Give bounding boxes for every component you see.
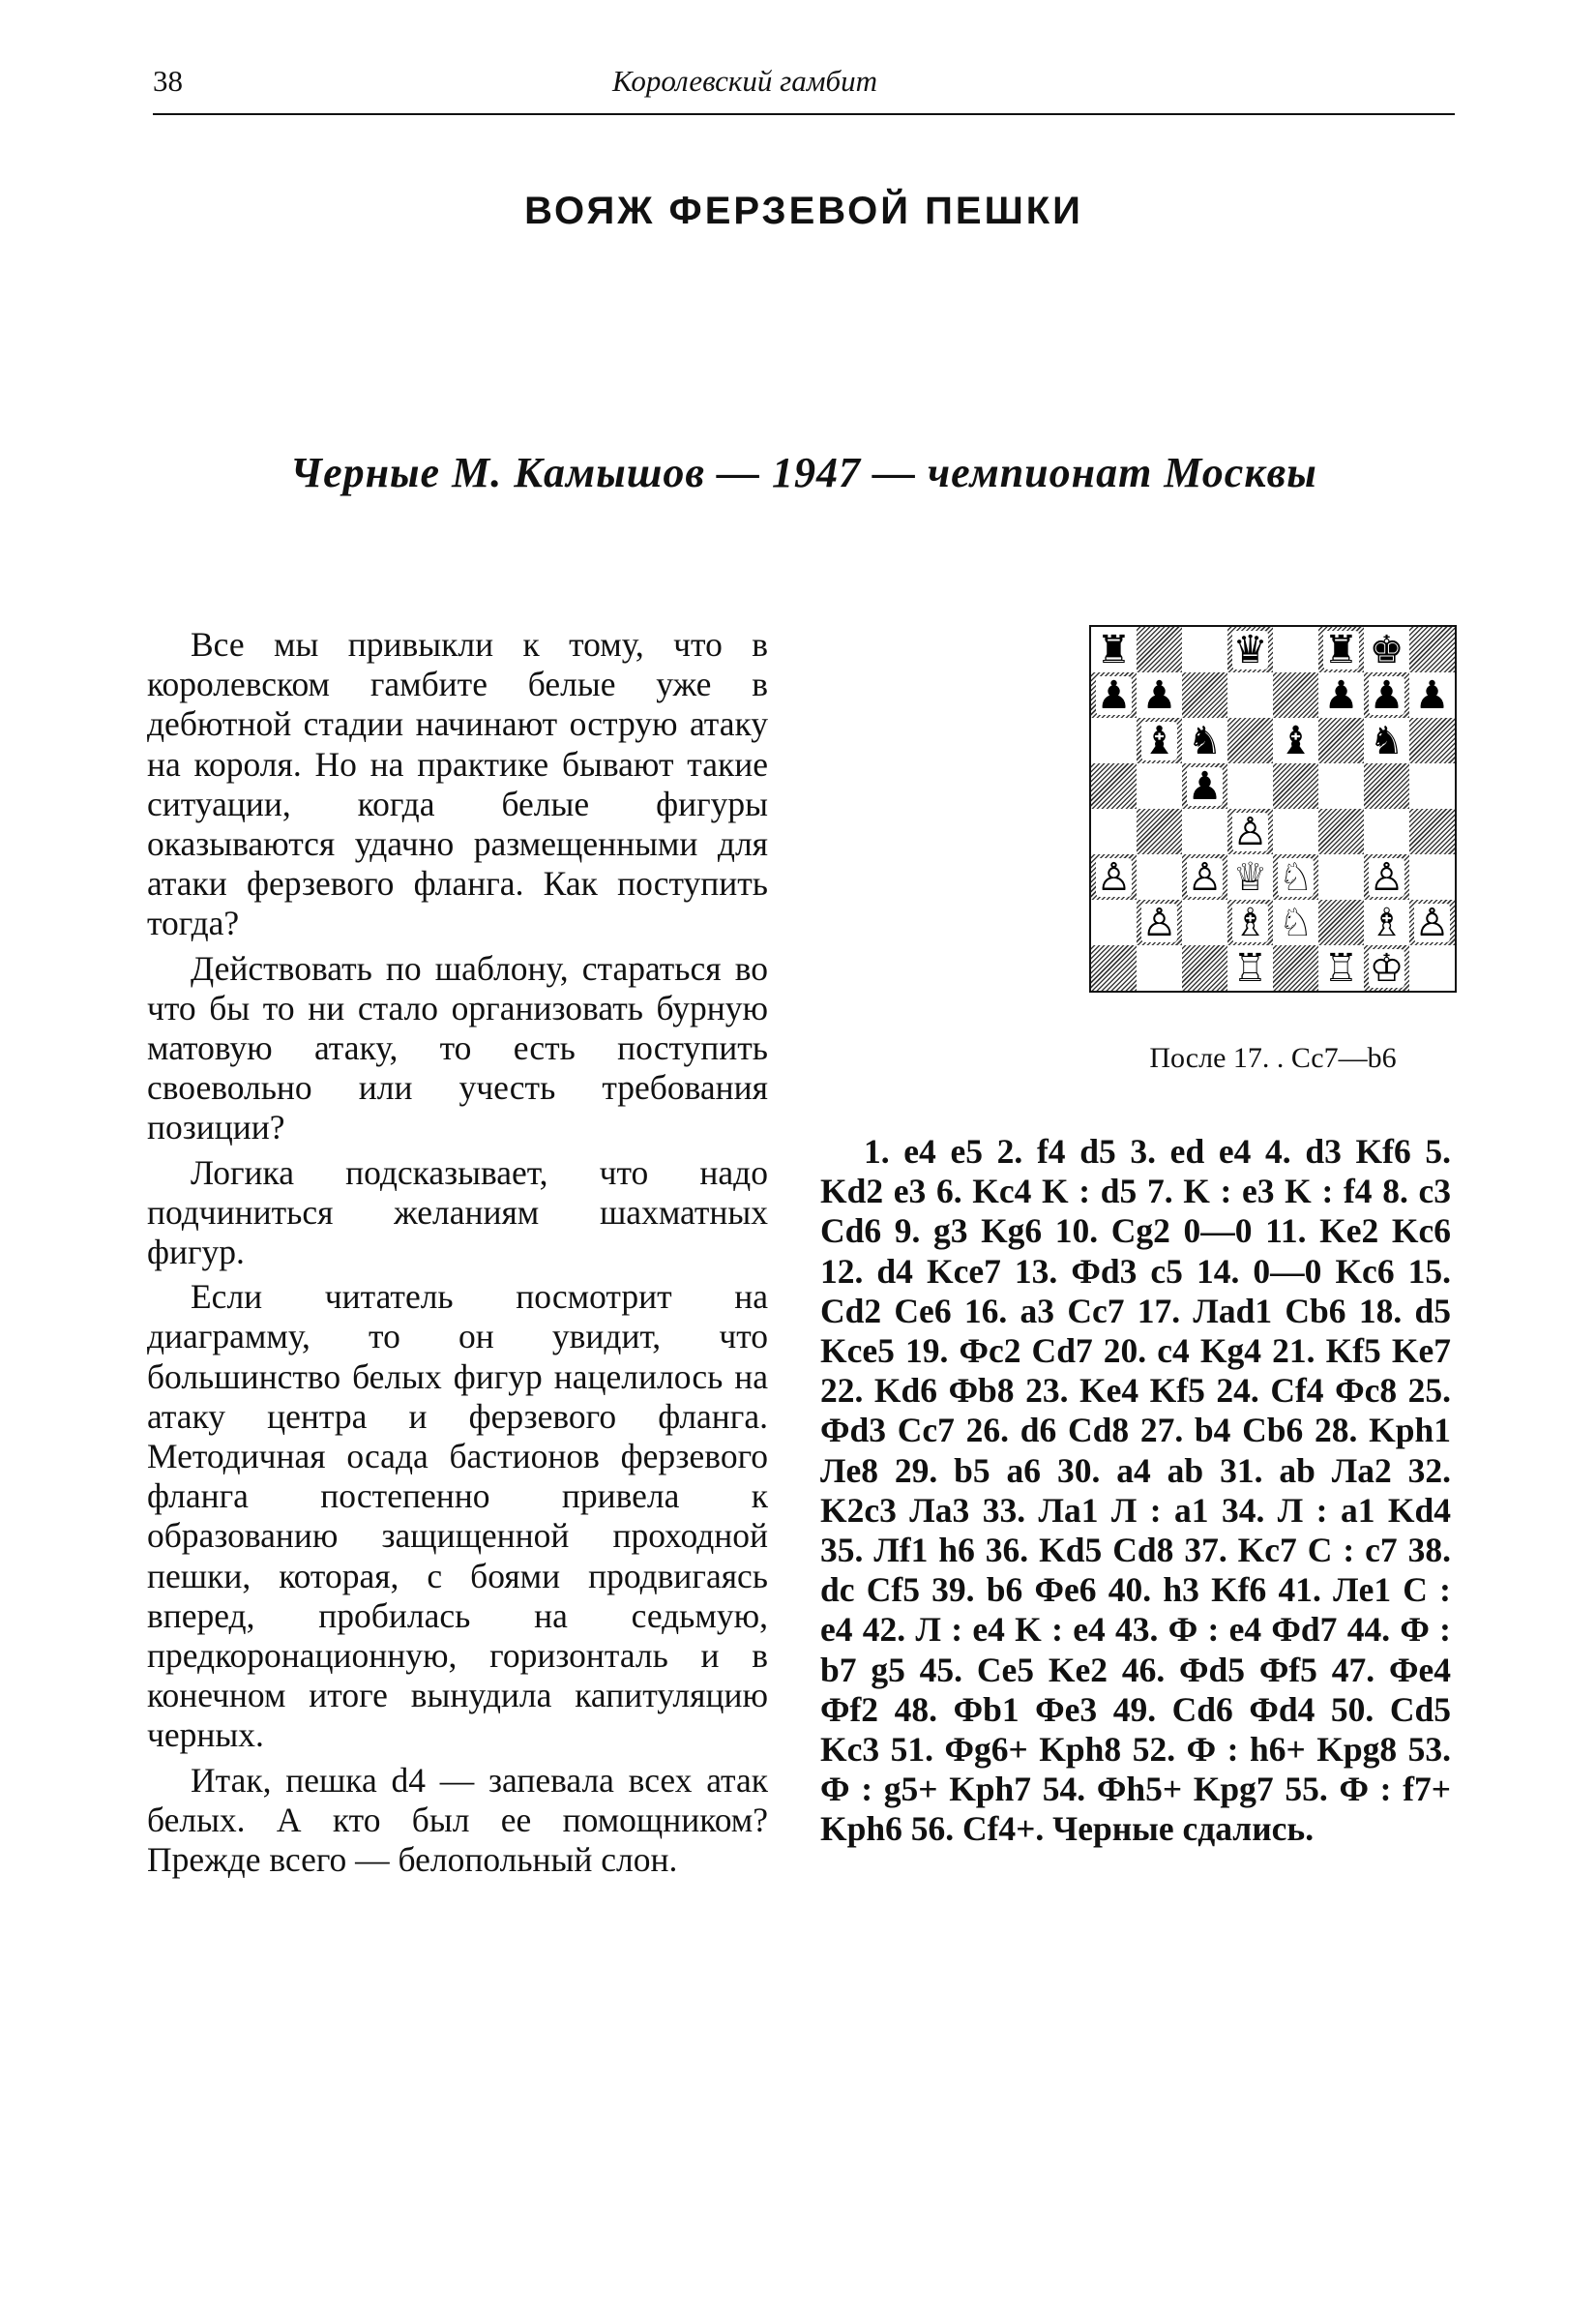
- board-square: [1137, 672, 1182, 718]
- board-square: [1227, 854, 1273, 900]
- page-number: 38: [153, 64, 183, 98]
- king-white-icon: ♔: [1369, 945, 1404, 991]
- pawn-white-icon: ♙: [1414, 900, 1450, 945]
- board-square: [1137, 945, 1182, 991]
- rook-black-icon: ♜: [1323, 627, 1359, 672]
- board-square: [1091, 900, 1137, 945]
- board-square: [1227, 900, 1273, 945]
- board-square: [1318, 900, 1364, 945]
- board-square: [1318, 809, 1364, 854]
- bishop-white-icon: ♗: [1232, 900, 1268, 945]
- board-square: [1273, 809, 1318, 854]
- pawn-black-icon: ♟: [1323, 672, 1359, 718]
- board-square: [1364, 672, 1409, 718]
- paragraph: Если читатель посмотрит на диаграмму, то он увидит, что большинство белых фигур нацелилось на атаку центра и ферзевого фланга. Методичная осада бастионов ферзевого фланга постепенно привела к образованию защищенной проходной пешки, которая, с боями продвигаясь вперед, пробилась на седьмую, предкоронационную, горизонталь и в конечном итоге вынудила капитуляцию черных.: [147, 1277, 768, 1755]
- bishop-white-icon: ♗: [1369, 900, 1404, 945]
- board-square: [1227, 718, 1273, 763]
- pawn-black-icon: ♟: [1187, 763, 1223, 809]
- board-square: [1091, 854, 1137, 900]
- chapter-title: ВОЯЖ ФЕРЗЕВОЙ ПЕШКИ: [524, 190, 1083, 232]
- board-square: [1409, 809, 1455, 854]
- rook-white-icon: ♖: [1232, 945, 1268, 991]
- bishop-black-icon: ♝: [1141, 718, 1177, 763]
- board-square: [1091, 718, 1137, 763]
- board-square: [1409, 945, 1455, 991]
- board-square: [1364, 854, 1409, 900]
- pawn-black-icon: ♟: [1369, 672, 1404, 718]
- board-square: [1409, 672, 1455, 718]
- queen-white-icon: ♕: [1232, 854, 1268, 900]
- game-header: Черные М. Камышов — 1947 — чемпионат Москвы: [290, 449, 1317, 496]
- board-square: [1364, 900, 1409, 945]
- board-square: [1091, 809, 1137, 854]
- board-square: [1182, 718, 1227, 763]
- knight-white-icon: ♘: [1278, 854, 1314, 900]
- board-square: [1364, 763, 1409, 809]
- board-square: [1318, 672, 1364, 718]
- rook-black-icon: ♜: [1096, 627, 1132, 672]
- board-square: [1227, 672, 1273, 718]
- board-square: [1273, 900, 1318, 945]
- board-square: [1227, 809, 1273, 854]
- knight-white-icon: ♘: [1278, 900, 1314, 945]
- board-square: [1227, 945, 1273, 991]
- board-square: [1273, 945, 1318, 991]
- pawn-black-icon: ♟: [1414, 672, 1450, 718]
- pawn-white-icon: ♙: [1232, 809, 1268, 854]
- board-square: [1137, 809, 1182, 854]
- pawn-white-icon: ♙: [1369, 854, 1404, 900]
- board-square: [1273, 718, 1318, 763]
- rook-white-icon: ♖: [1323, 945, 1359, 991]
- board-square: [1409, 718, 1455, 763]
- bishop-black-icon: ♝: [1278, 718, 1314, 763]
- pawn-black-icon: ♟: [1141, 672, 1177, 718]
- board-square: [1409, 627, 1455, 672]
- board-square: [1091, 672, 1137, 718]
- header-rule: [153, 113, 1455, 115]
- paragraph: Логика подсказывает, что надо подчиниться желаниям шахматных фигур.: [147, 1152, 768, 1272]
- commentary-column: [147, 625, 768, 1885]
- board-square: [1227, 627, 1273, 672]
- board-square: [1318, 945, 1364, 991]
- pawn-white-icon: ♙: [1096, 854, 1132, 900]
- board-square: [1409, 854, 1455, 900]
- board-square: [1091, 945, 1137, 991]
- board-square: [1137, 900, 1182, 945]
- board-square: [1364, 718, 1409, 763]
- board-square: [1364, 945, 1409, 991]
- paragraph: Все мы привыкли к тому, что в королевском гамбите белые уже в дебютной стадии начинают острую атаку на короля. Но на практике бывают такие ситуации, когда белые фигуры оказываются удачно размещенными для атаки ферзевого фланга. Как поступить тогда?: [147, 625, 768, 943]
- board-square: [1273, 763, 1318, 809]
- board-square: [1318, 854, 1364, 900]
- board-square: [1182, 854, 1227, 900]
- board-square: [1182, 627, 1227, 672]
- board-square: [1409, 900, 1455, 945]
- paragraph: Итак, пешка d4 — запевала всех атак белых. А кто был ее помощником? Прежде всего — белопольный слон.: [147, 1760, 768, 1880]
- board-square: [1091, 763, 1137, 809]
- board-square: [1137, 718, 1182, 763]
- board-square: [1182, 809, 1227, 854]
- board-square: [1364, 627, 1409, 672]
- board-square: [1227, 763, 1273, 809]
- board-square: [1182, 763, 1227, 809]
- board-square: [1318, 627, 1364, 672]
- board-square: [1318, 718, 1364, 763]
- diagram-caption: После 17. . Сс7—b6: [1149, 1042, 1397, 1074]
- board-square: [1318, 763, 1364, 809]
- running-title: Королевский гамбит: [611, 64, 878, 98]
- game-moves: 1. e4 e5 2. f4 d5 3. ed e4 4. d3 Kf6 5. Kd2 e3 6. Kc4 K : d5 7. K : e3 K : f4 8. c3 Cd6 9. g3 Kg6 10. Cg2 0—0 11. Ke2 Kc6 12. d4 Kce7 13. Фd3 c5 14. 0—0 Kc6 15. Cd2 Ce6 16. a3 Cc7 17. Лad1 Cb6 18. d5 Kce5 19. Фc2 Cd7 20. c4 Kg4 21. Kf5 Ke7 22. Kd6 Фb8 23. Ke4 Kf5 24. Cf4 Фc8 25. Фd3 Cc7 26. d6 Cd8 27. b4 Cb6 28. Kph1 Лe8 29. b5 a6 30. a4 ab 31. ab Лa2 32. K2c3 Лa3 33. Лa1 Л : a1 34. Л : a1 Kd4 35. Лf1 h6 36. Kd5 Cd8 37. Kc7 C : c7 38. dc Cf5 39. b6 Фe6 40. h3 Kf6 41. Лe1 C : e4 42. Л : e4 K : e4 43. Ф : e4 Фd7 44. Ф : b7 g5 45. Ce5 Ke2 46. Фd5 Фf5 47. Фe4 Фf2 48. Фb1 Фe3 49. Cd6 Фd4 50. Cd5 Kc3 51. Фg6+ Kph8 52. Ф : h6+ Kpg8 53. Ф : g5+ Kph7 54. Фh5+ Kpg7 55. Ф : f7+ Kph6 56. Cf4+. Черные сдались.: [820, 1132, 1451, 1849]
- board-square: [1182, 672, 1227, 718]
- board-square: [1273, 672, 1318, 718]
- board-square: [1137, 763, 1182, 809]
- pawn-white-icon: ♙: [1187, 854, 1223, 900]
- board-square: [1182, 945, 1227, 991]
- knight-black-icon: ♞: [1187, 718, 1223, 763]
- queen-black-icon: ♛: [1232, 627, 1268, 672]
- board-square: [1182, 900, 1227, 945]
- paragraph: Действовать по шаблону, стараться во что бы то ни стало организовать бурную матовую атаку, то есть поступить своевольно или учесть требования позиции?: [147, 948, 768, 1147]
- board-square: [1137, 627, 1182, 672]
- board-square: [1137, 854, 1182, 900]
- board-square: [1409, 763, 1455, 809]
- pawn-white-icon: ♙: [1141, 900, 1177, 945]
- knight-black-icon: ♞: [1369, 718, 1404, 763]
- board-square: [1273, 627, 1318, 672]
- chess-diagram: [1089, 625, 1457, 993]
- pawn-black-icon: ♟: [1096, 672, 1132, 718]
- king-black-icon: ♚: [1369, 627, 1404, 672]
- board-square: [1273, 854, 1318, 900]
- board-square: [1091, 627, 1137, 672]
- board-square: [1364, 809, 1409, 854]
